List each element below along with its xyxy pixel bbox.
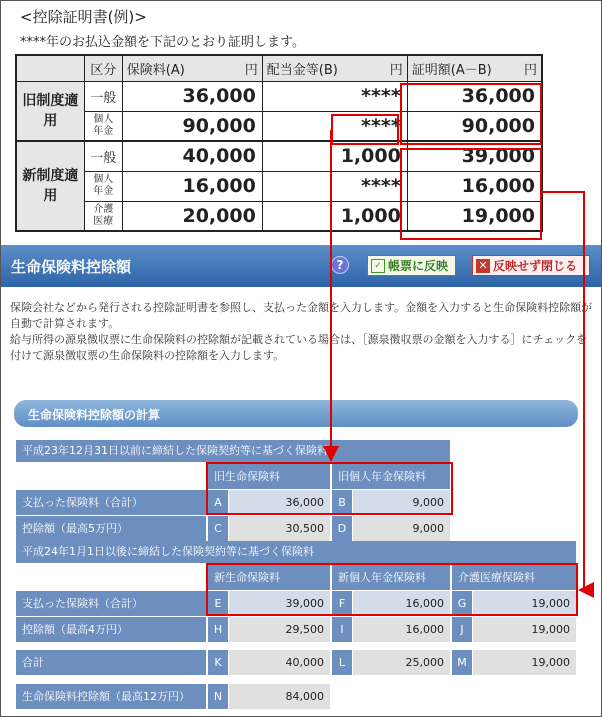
field-N-value: 84,000 xyxy=(229,684,330,709)
close-x-icon: ✕ xyxy=(476,259,490,273)
field-B-input[interactable]: 9,000 xyxy=(353,490,450,515)
field-J-value: 19,000 xyxy=(473,617,576,642)
certificate-title: <控除証明書(例)> xyxy=(20,8,147,26)
kubun-text: 介護医療 xyxy=(93,203,114,227)
dividend-cell: **** xyxy=(262,111,407,141)
premium-header-label: 保険料(A) xyxy=(126,62,185,78)
help-icon[interactable]: ? xyxy=(331,256,349,274)
col-new-pension: 新個人年金保険料 xyxy=(332,565,450,590)
dividend-cell: **** xyxy=(262,81,407,111)
unit-label: 円 xyxy=(244,62,258,78)
field-E-input[interactable]: 39,000 xyxy=(229,591,330,616)
letter-E: E xyxy=(208,591,228,616)
old-system-header: 平成23年12月31日以前に締結した保険契約等に基づく保険料 xyxy=(16,440,450,462)
new-paid-label: 支払った保険料（合計） xyxy=(16,591,206,616)
letter-G: G xyxy=(452,591,472,616)
new-system-label-text: 新制度適用 xyxy=(22,168,79,204)
field-I-value: 16,000 xyxy=(353,617,450,642)
old-system-label-text: 旧制度適用 xyxy=(22,92,79,129)
letter-L: L xyxy=(332,650,352,675)
certified-header-label: 証明額(A－B) xyxy=(411,62,492,78)
final-deduction-label: 生命保険料控除額（最高12万円） xyxy=(16,684,206,709)
kubun-text: 個人年金 xyxy=(93,113,114,137)
premium-cell: 16,000 xyxy=(122,171,262,201)
field-D-value: 9,000 xyxy=(353,516,450,541)
letter-K: K xyxy=(208,650,228,675)
field-M-value: 19,000 xyxy=(473,650,576,675)
total-label: 合計 xyxy=(16,650,206,675)
unit-label: 円 xyxy=(389,62,403,78)
letter-J: J xyxy=(452,617,472,642)
col-new-life: 新生命保険料 xyxy=(208,565,330,590)
letter-M: M xyxy=(452,650,472,675)
letter-H: H xyxy=(208,617,228,642)
field-C-value: 30,500 xyxy=(229,516,330,541)
letter-C: C xyxy=(208,516,228,541)
field-K-value: 40,000 xyxy=(229,650,330,675)
letter-D: D xyxy=(332,516,352,541)
letter-F: F xyxy=(332,591,352,616)
certified-cell: 90,000 xyxy=(407,111,542,141)
apply-button-label: 帳票に反映 xyxy=(388,259,449,273)
new-deduction-label: 控除額（最高4万円） xyxy=(16,617,206,642)
field-A-input[interactable]: 36,000 xyxy=(229,490,330,515)
old-paid-label: 支払った保険料（合計） xyxy=(16,490,206,515)
letter-N: N xyxy=(208,684,228,709)
close-button-label: 反映せず閉じる xyxy=(493,259,578,273)
dialog-title: 生命保険料控除額 xyxy=(11,258,132,276)
new-system-header: 平成24年1月1日以後に締結した保険契約等に基づく保険料 xyxy=(16,541,576,563)
kubun-header: 区分 xyxy=(84,55,122,81)
field-F-input[interactable]: 16,000 xyxy=(353,591,450,616)
dividend-cell: 1,000 xyxy=(262,201,407,231)
premium-cell: 36,000 xyxy=(122,81,262,111)
premium-cell: 20,000 xyxy=(122,201,262,231)
col-care-medical: 介護医療保険料 xyxy=(452,565,576,590)
letter-B: B xyxy=(332,490,352,515)
field-L-value: 25,000 xyxy=(353,650,450,675)
dividend-cell: 1,000 xyxy=(262,141,407,171)
certified-cell: 36,000 xyxy=(407,81,542,111)
certified-cell: 39,000 xyxy=(407,141,542,171)
arrow-new-to-dialog xyxy=(542,192,584,590)
dividend-header-label: 配当金等(B) xyxy=(266,62,338,78)
letter-A: A xyxy=(208,490,228,515)
letter-I: I xyxy=(332,617,352,642)
dividend-cell: **** xyxy=(262,171,407,201)
old-deduction-label: 控除額（最高5万円） xyxy=(16,516,206,541)
intro-paragraph: 保険会社などから発行される控除証明書を参照し、支払った金額を入力します。金額を入力すると生命保険料控除額が自動で計算されます。 xyxy=(10,301,593,330)
premium-cell: 40,000 xyxy=(122,141,262,171)
certificate-description: ****年のお払込金額を下記のとおり証明します。 xyxy=(20,35,305,50)
kubun-cell: 一般 xyxy=(84,141,122,171)
certified-cell: 16,000 xyxy=(407,171,542,201)
kubun-cell: 一般 xyxy=(84,81,122,111)
premium-cell: 90,000 xyxy=(122,111,262,141)
certified-cell: 19,000 xyxy=(407,201,542,231)
intro-paragraph: 給与所得の源泉徴収票に生命保険料の控除額が記載されている場合は、［源泉徴収票の金額を入力する］にチェックを付けて源泉徴収票の生命保険料の控除額を入力します。 xyxy=(10,333,588,362)
kubun-text: 個人年金 xyxy=(93,174,114,197)
unit-label: 円 xyxy=(523,62,537,78)
field-H-value: 29,500 xyxy=(229,617,330,642)
col-old-pension: 旧個人年金保険料 xyxy=(332,464,450,489)
section-title: 生命保険料控除額の計算 xyxy=(28,408,161,422)
check-icon: ✓ xyxy=(371,259,385,273)
col-old-life: 旧生命保険料 xyxy=(208,464,330,489)
field-G-input[interactable]: 19,000 xyxy=(473,591,576,616)
